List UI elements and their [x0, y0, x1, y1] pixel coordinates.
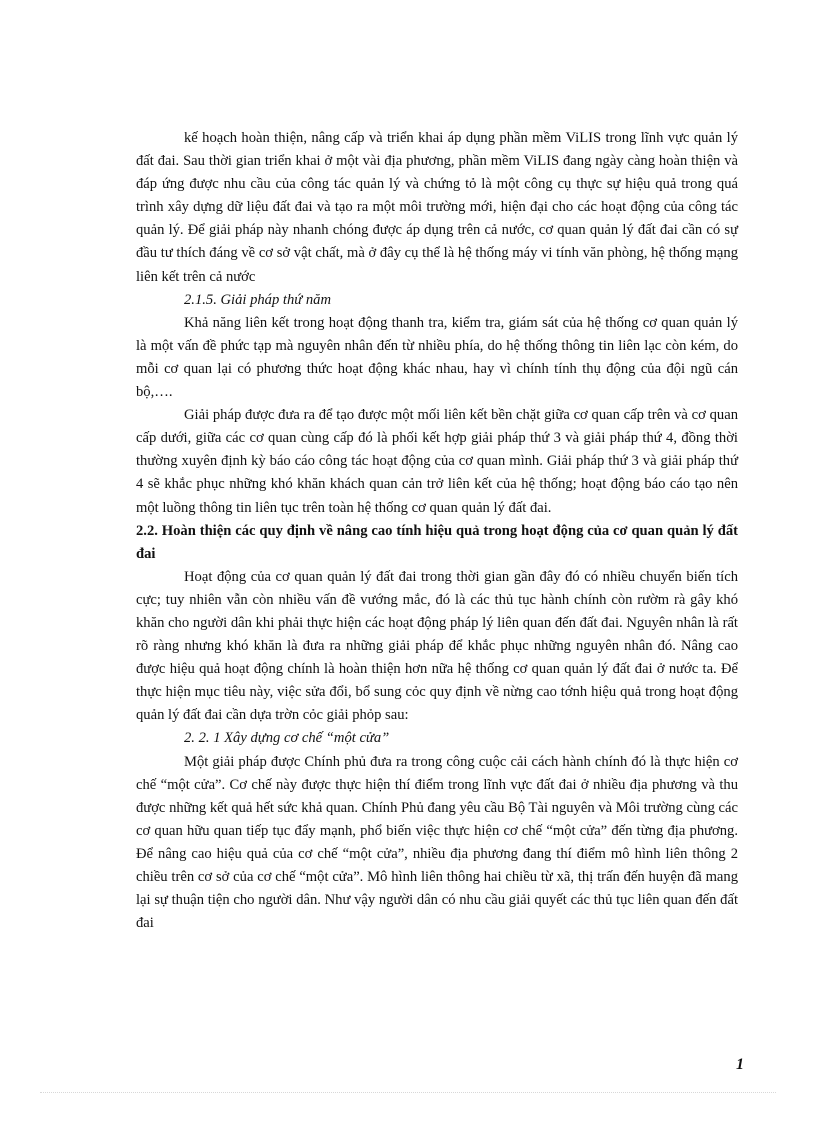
section-heading-2-1-5: 2.1.5. Giải pháp thứ năm	[184, 291, 332, 308]
paragraph: Khả năng liên kết trong hoạt động thanh tra, kiểm tra, giám sát của hệ thống cơ quan quản lý là một vấn đề phức tạp mà nguyên nhân đến từ nhiều phía, do hệ thống thông tin liên lạc còn kém, do mỗi cơ quan lại có phương thức hoạt động khác nhau, hay vì chính tính thụ động của đội ngũ cán bộ,….	[136, 314, 738, 401]
paragraph: kế hoạch hoàn thiện, nâng cấp và triển khai áp dụng phần mềm ViLIS trong lĩnh vực quản lý đất đai. Sau thời gian triển khai ở một vài địa phương, phần mềm ViLIS đang ngày càng hoàn thiện và đáp ứng được nhu cầu của công tác quản lý và chứng tỏ là một công cụ thực sự hiệu quả trong quá trình xây dựng dữ liệu đất đai và tạo ra một môi trường mới, hiện đại cho các hoạt động của công tác quản lý. Để giải pháp này nhanh chóng được áp dụng trên cả nước, cơ quan quản lý đất đai cần có sự đầu tư thích đáng về cơ sở vật chất, mà ở đây cụ thể là hệ thống máy vi tính văn phòng, hệ thống mạng liên kết trên cả nước	[136, 130, 738, 285]
section-heading-2-2-1: 2. 2. 1 Xây dựng cơ chế “một cửa”	[184, 730, 390, 747]
paragraph: Hoạt động của cơ quan quản lý đất đai trong thời gian gần đây đó có nhiều chuyển biến tích cực; tuy nhiên vẫn còn nhiều vấn đề vướng mắc, đó là các thủ tục hành chính còn rườm rà gây khó khăn cho người dân khi phải thực hiện các hoạt động pháp lý liên quan đến đất đai. Nguyên nhân là rất rõ ràng nhưng khó khăn là đưa ra những giải pháp để khắc phục những nguyên nhân đó. Nâng cao được hiệu quả hoạt động chính là hoàn thiện hơn nữa hệ thống cơ quan quản lý đất đai ở nước ta. Để thực hiện mục tiêu này, việc sửa đổi, bổ sung cỏc quy định về nừng cao tớnh hiệu quả trong hoạt động quản lý đất đai cần dựa trờn cỏc giải phỏp sau:	[136, 568, 738, 724]
page-number: 1	[736, 1056, 744, 1073]
body-text	[136, 127, 738, 935]
section-heading-2-2: 2.2. Hoàn thiện các quy định về nâng cao tính hiệu quả trong hoạt động của cơ quan quản lý đất đai	[136, 522, 738, 562]
paragraph: Giải pháp được đưa ra để tạo được một mối liên kết bền chặt giữa cơ quan cấp trên và cơ quan cấp dưới, giữa các cơ quan cùng cấp đó là phối kết hợp giải pháp thứ 3 và giải pháp thứ 4, đồng thời thường xuyên định kỳ báo cáo công tác hoạt động của cơ quan mình. Giải pháp thứ 3 và giải pháp thứ 4 sẽ khắc phục những khó khăn khách quan cản trở liên kết của hệ thống; hoạt động báo cáo tạo nên một luồng thông tin liên tục trên toàn hệ thống cơ quan quản lý đất đai.	[136, 407, 738, 516]
footer-divider	[40, 1092, 776, 1093]
paragraph: Một giải pháp được Chính phủ đưa ra trong công cuộc cải cách hành chính đó là thực hiện cơ chế “một cửa”. Cơ chế này được thực hiện thí điểm trong lĩnh vực đất đai ở nhiều địa phương và thu được những kết quả hết sức khả quan. Chính Phủ đang yêu cầu Bộ Tài nguyên và Môi trường cùng các cơ quan hữu quan tiếp tục đẩy mạnh, phổ biến việc thực hiện cơ chế “một cửa” đến từng địa phương. Để nâng cao hiệu quả của cơ chế “một cửa”, nhiều địa phương đang thí điểm mô hình liên thông 2 chiều trên cơ sở của cơ chế “một cửa”. Mô hình liên thông hai chiều từ xã, thị trấn đến huyện đã mang lại sự thuận tiện cho người dân. Như vậy người dân có nhu cầu giải quyết các thủ tục liên quan đến đất đai	[136, 753, 738, 932]
